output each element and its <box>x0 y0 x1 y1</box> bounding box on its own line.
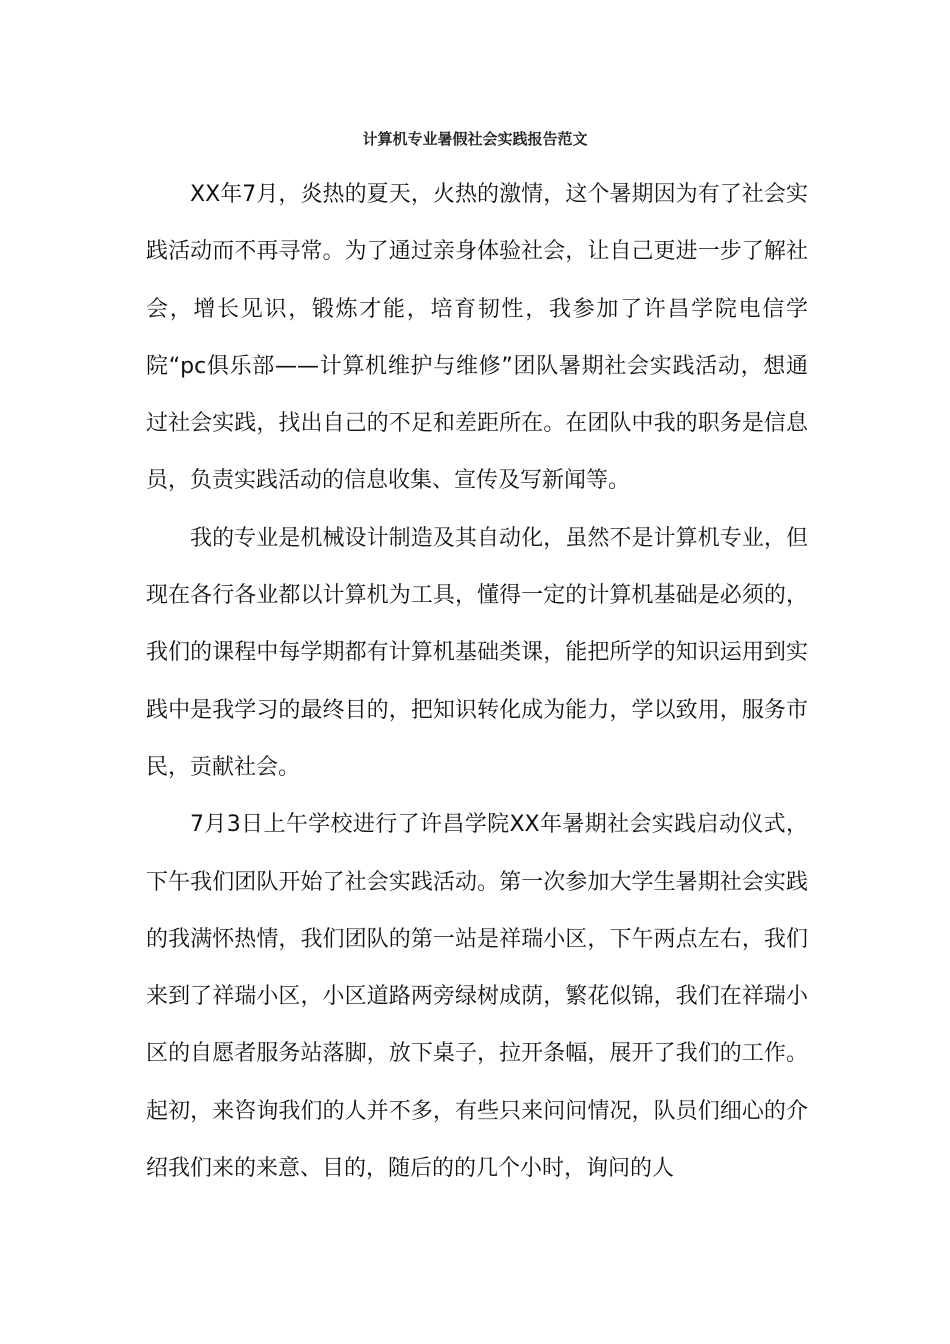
document-title: 计算机专业暑假社会实践报告范文 <box>362 130 588 148</box>
paragraph-3: 7月3日上午学校进行了许昌学院XX年暑期社会实践启动仪式，下午我们团队开始了社会实践活动。第一次参加大学生暑期社会实践的我满怀热情，我们团队的第一站是祥瑞小区，下午两点左右，我们来到了祥瑞小区，小区道路两旁绿树成荫，繁花似锦，我们在祥瑞小区的自愿者服务站落脚，放下桌子，拉开条幅，展开了我们的工作。起初，来咨询我们的人并不多，有些只来问问情况，队员们细心的介绍我们来的来意、目的，随后的的几个小时，询问的人 <box>146 812 808 1182</box>
paragraph-2: 我的专业是机械设计制造及其自动化，虽然不是计算机专业，但现在各行各业都以计算机为工具，懂得一定的计算机基础是必须的，我们的课程中每学期都有计算机基础类课，能把所学的知识运用到实践中是我学习的最终目的，把知识转化成为能力，学以致用，服务市民，贡献社会。 <box>146 525 808 780</box>
paragraph-1: XX年7月，炎热的夏天，火热的激情，这个暑期因为有了社会实践活动而不再寻常。为了通过亲身体验社会，让自己更进一步了解社会，增长见识，锻炼才能，培育韧性，我参加了许昌学院电信学院“pc俱乐部——计算机维护与维修”团队暑期社会实践活动，想通过社会实践，找出自己的不足和差距所在。在团队中我的职务是信息员，负责实践活动的信息收集、宣传及写新闻等。 <box>146 182 808 494</box>
document-body <box>146 166 808 1197</box>
